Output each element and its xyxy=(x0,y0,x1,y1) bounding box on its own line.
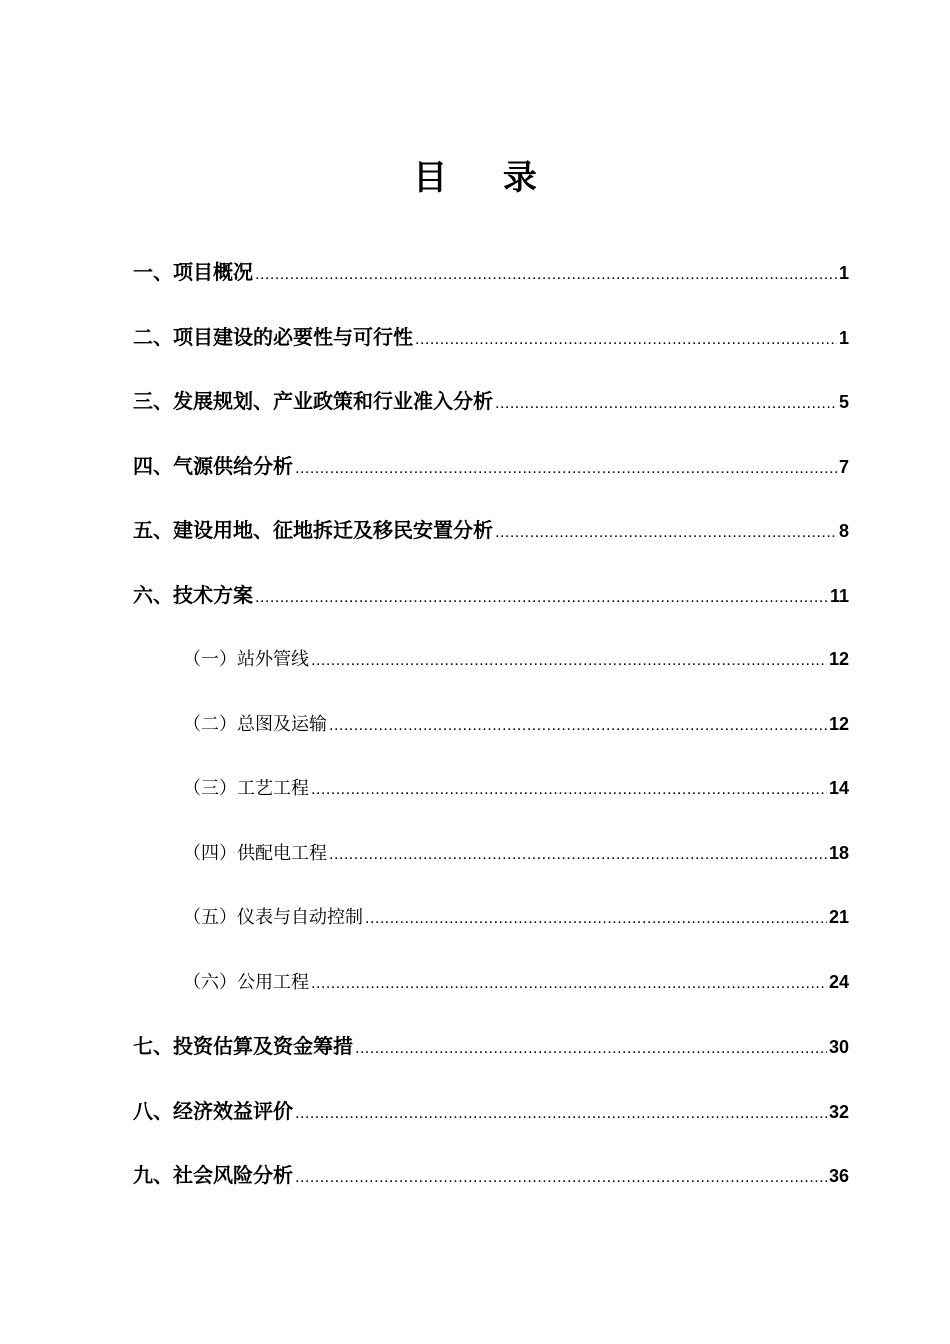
toc-entry-page: 7 xyxy=(838,456,849,477)
toc-entry-label: 五、建设用地、征地拆迁及移民安置分析 xyxy=(133,518,493,542)
toc-entry-label: 八、经济效益评价 xyxy=(133,1098,293,1123)
toc-entry-page: 12 xyxy=(828,713,849,734)
toc-entry-label: 六、技术方案 xyxy=(133,582,253,607)
toc-entry-page: 8 xyxy=(838,521,849,541)
toc-subentry-6-6[interactable] xyxy=(133,950,849,1015)
toc-entry-page: 1 xyxy=(838,327,849,348)
toc-entry-label: （五）仪表与自动控制 xyxy=(183,907,363,928)
dot-leader xyxy=(329,823,827,888)
toc-entry-2[interactable] xyxy=(133,305,849,370)
dot-leader xyxy=(311,629,827,694)
toc-entry-page: 14 xyxy=(828,778,849,798)
dot-leader xyxy=(329,694,827,759)
toc-entry-label: （六）公用工程 xyxy=(183,971,309,993)
toc-list xyxy=(133,240,849,1208)
toc-entry-4[interactable] xyxy=(133,434,849,499)
dot-leader xyxy=(495,372,837,437)
toc-entry-page: 5 xyxy=(838,392,849,412)
dot-leader xyxy=(355,1017,827,1082)
toc-entry-page: 21 xyxy=(828,907,849,927)
dot-leader xyxy=(295,1082,827,1147)
toc-entry-page: 11 xyxy=(829,585,849,606)
toc-entry-label: 一、项目概况 xyxy=(133,260,253,284)
toc-title: 目 录 xyxy=(413,158,559,198)
toc-entry-9[interactable] xyxy=(133,1143,849,1208)
toc-entry-page: 32 xyxy=(828,1101,849,1122)
toc-entry-page: 12 xyxy=(828,649,849,669)
toc-entry-7[interactable] xyxy=(133,1014,849,1079)
dot-leader xyxy=(255,566,828,631)
toc-entry-label: （三）工艺工程 xyxy=(183,778,309,799)
toc-entry-page: 1 xyxy=(838,263,849,283)
dot-leader xyxy=(495,501,837,566)
toc-entry-page: 30 xyxy=(828,1037,849,1057)
dot-leader xyxy=(311,952,827,1017)
dot-leader xyxy=(255,243,837,308)
dot-leader xyxy=(295,1146,827,1211)
toc-subentry-6-2[interactable] xyxy=(133,692,849,757)
toc-subentry-6-3[interactable] xyxy=(133,756,849,821)
toc-entry-8[interactable] xyxy=(133,1079,849,1144)
toc-entry-label: 二、项目建设的必要性与可行性 xyxy=(133,324,413,349)
toc-entry-1[interactable] xyxy=(133,240,849,305)
toc-entry-5[interactable] xyxy=(133,498,849,563)
toc-entry-6[interactable] xyxy=(133,563,849,628)
toc-entry-label: （二）总图及运输 xyxy=(183,713,327,735)
toc-entry-label: 四、气源供给分析 xyxy=(133,453,293,478)
dot-leader xyxy=(311,758,827,823)
dot-leader xyxy=(295,437,837,502)
dot-leader xyxy=(365,887,827,952)
dot-leader xyxy=(415,308,837,373)
toc-subentry-6-4[interactable] xyxy=(133,821,849,886)
toc-entry-page: 36 xyxy=(828,1166,849,1186)
toc-entry-label: 九、社会风险分析 xyxy=(133,1163,293,1187)
toc-entry-label: （一）站外管线 xyxy=(183,649,309,670)
toc-subentry-6-5[interactable] xyxy=(133,885,849,950)
toc-entry-label: 三、发展规划、产业政策和行业准入分析 xyxy=(133,389,493,413)
toc-subentry-6-1[interactable] xyxy=(133,627,849,692)
toc-entry-label: 七、投资估算及资金筹措 xyxy=(133,1034,353,1058)
toc-entry-page: 24 xyxy=(828,971,849,992)
toc-entry-page: 18 xyxy=(828,842,849,863)
toc-entry-label: （四）供配电工程 xyxy=(183,842,327,864)
toc-entry-3[interactable] xyxy=(133,369,849,434)
